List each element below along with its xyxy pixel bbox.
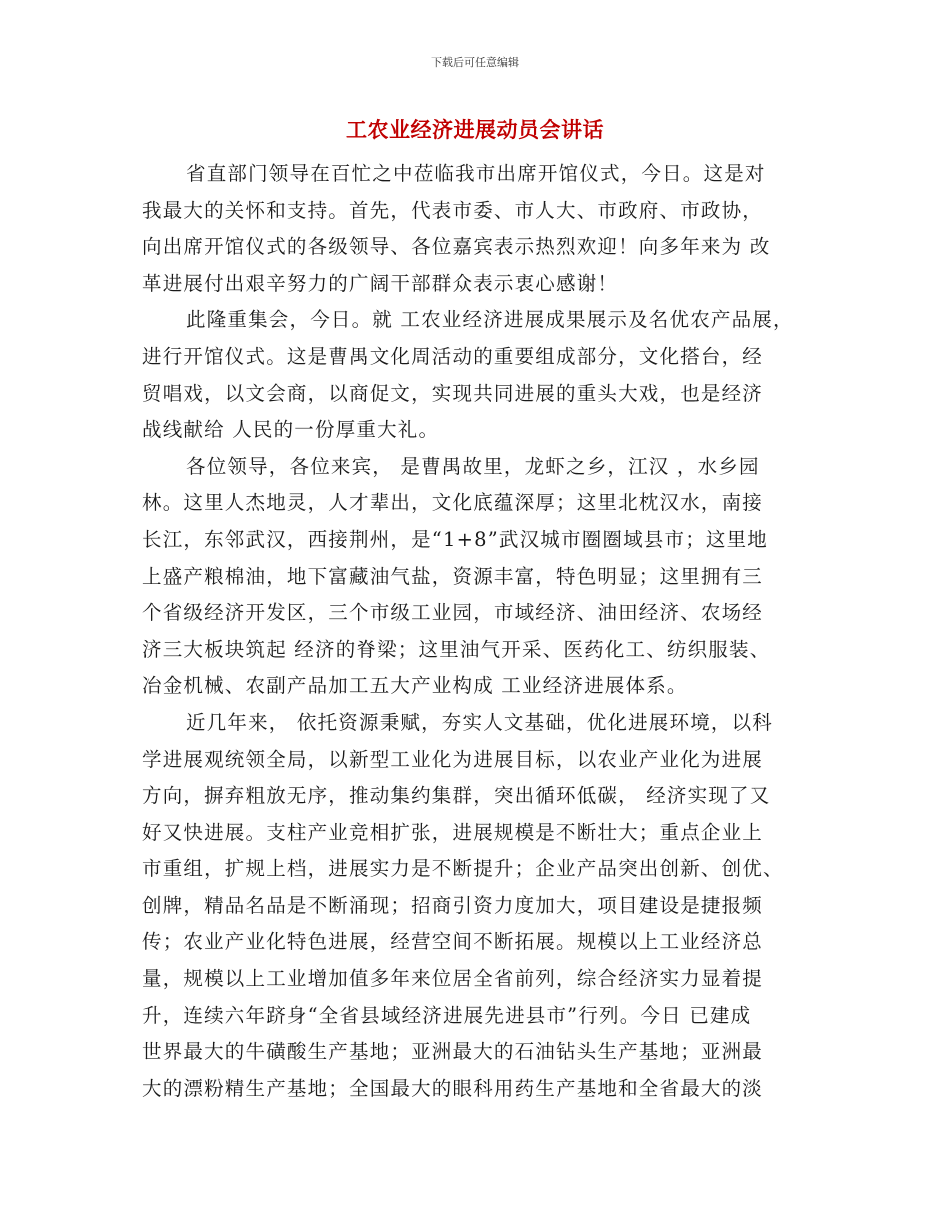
body-text-line: 上盛产粮棉油，地下富藏油气盐，资源丰富，特色明显；这里拥有三 xyxy=(142,564,764,588)
body-text-line: 传；农业产业化特色进展，经营空间不断拓展。规模以上工业经济总 xyxy=(142,930,764,954)
body-text-line: 升，连续六年跻身“全省县域经济进展先进县市”行列。今日 已建成 xyxy=(142,1003,752,1027)
body-text-line: 林。这里人杰地灵，人才辈出，文化底蕴深厚；这里北枕汉水，南接 xyxy=(142,491,764,515)
body-text-line: 我最大的关怀和支持。首先，代表市委、市人大、市政府、市政协， xyxy=(142,198,764,222)
body-text-line: 学进展观统领全局，以新型工业化为进展目标，以农业产业化为进展 xyxy=(142,747,764,771)
body-text-line: 近几年来， 依托资源秉赋，夯实人文基础，优化进展环境，以科 xyxy=(186,710,773,734)
body-text-line: 世界最大的牛磺酸生产基地；亚洲最大的石油钻头生产基地；亚洲最 xyxy=(142,1040,764,1064)
body-text-line: 市重组，扩规上档，进展实力是不断提升；企业产品突出创新、创优、 xyxy=(142,857,784,881)
body-text-line: 向出席开馆仪式的各级领导、各位嘉宾表示热烈欢迎！向多年来为 改 xyxy=(142,235,771,259)
document-title: 工农业经济进展动员会讲话 xyxy=(346,118,604,142)
body-text-line: 量，规模以上工业增加值多年来位居全省前列，综合经济实力显着提 xyxy=(142,967,764,991)
body-text-line: 济三大板块筑起 经济的脊梁；这里油气开采、医药化工、纺织服装、 xyxy=(142,637,771,661)
body-text-line: 贸唱戏，以文会商，以商促文，实现共同进展的重头大戏，也是经济 xyxy=(142,381,764,405)
body-text-line: 创牌，精品名品是不断涌现；招商引资力度加大，项目建设是捷报频 xyxy=(142,893,764,917)
body-text-line: 进行开馆仪式。这是曹禺文化周活动的重要组成部分，文化搭台，经 xyxy=(142,344,764,368)
body-text-line: 省直部门领导在百忙之中莅临我市出席开馆仪式，今日。这是对 xyxy=(186,162,766,185)
body-text-line: 革进展付出艰辛努力的广阔干部群众表示衷心感谢！ xyxy=(142,271,619,295)
body-text-line: 冶金机械、农副产品加工五大产业构成 工业经济进展体系。 xyxy=(142,674,688,698)
body-text-line: 长江，东邻武汉，西接荆州，是“1+8”武汉城市圈圈域县市；这里地 xyxy=(142,527,768,551)
body-text-line: 此隆重集会，今日。就 工农业经济进展成果展示及名优农产品展， xyxy=(186,308,794,332)
body-text-line: 方向，摒弃粗放无序，推动集约集群，突出循环低碳， 经济实现了又 xyxy=(142,784,771,808)
body-text-line: 大的漂粉精生产基地；全国最大的眼科用药生产基地和全省最大的淡 xyxy=(142,1076,764,1100)
body-text-line: 个省级经济开发区，三个市级工业园，市域经济、油田经济、农场经 xyxy=(142,601,764,625)
header-note: 下载后可任意编辑 xyxy=(431,56,519,69)
body-text-line: 各位领导，各位来宾， 是曹禺故里，龙虾之乡，江汉 ，水乡园 xyxy=(186,454,760,478)
body-text-line: 战线献给 人民的一份厚重大礼。 xyxy=(142,418,440,442)
body-text-line: 好又快进展。支柱产业竞相扩张，进展规模是不断壮大；重点企业上 xyxy=(142,820,764,844)
document-body xyxy=(142,156,822,1107)
